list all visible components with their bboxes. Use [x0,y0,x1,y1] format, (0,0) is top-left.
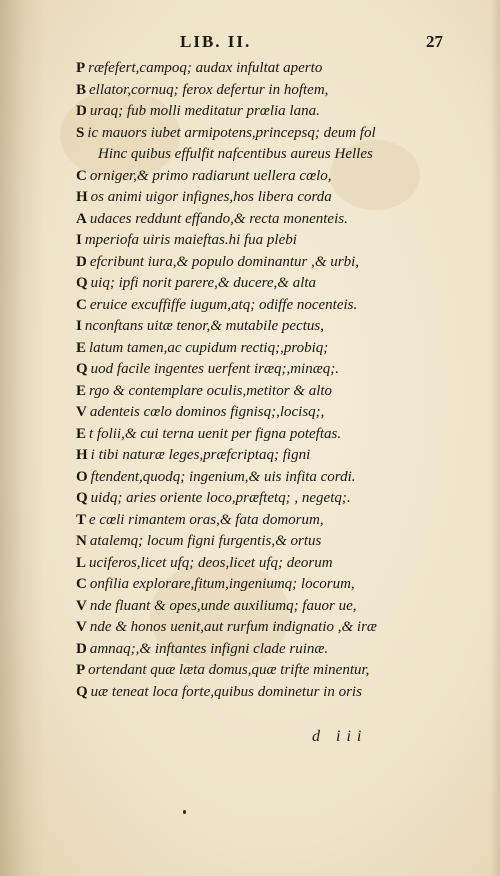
verse-text: efcribunt iura,& populo dominantur ,& urbi, [89,253,360,270]
verse-line [76,295,436,317]
verse-line [76,510,436,532]
verse-line [76,574,436,596]
initial-capital: C [76,296,87,313]
verse-text: uraq; fub molli meditatur prœlia lana. [89,103,320,119]
verse-text: rgo & contemplare oculis,metitor & alto [89,382,333,399]
gutter-shadow [0,0,44,876]
initial-capital: S [76,124,85,141]
verse-text: ic mauors iubet armipotens,princepsq; deum fol [87,124,376,141]
verse-text: orniger,& primo radiarunt uellera cœlo, [89,167,332,184]
verse-line [76,123,436,145]
verse-text: atalemq; locum figni furgentis,& ortus [89,533,322,549]
verse-line [76,617,436,639]
verse-text: ftendent,quodq; ingenium,& uis infita cordi. [90,468,356,485]
verse-line [76,359,436,381]
verse-line [76,80,436,102]
initial-capital: N [76,533,87,549]
verse-text: t folii,& cui terna uenit per figna poteftas. [89,425,342,442]
verse-text: uæ teneat loca forte,quibus dominetur in oris [90,683,362,700]
initial-capital: V [76,597,87,614]
initial-capital: C [76,576,87,592]
verse-line [76,58,436,80]
verse-line [76,553,436,575]
verse-line [76,187,436,209]
signature-mark: d iii [312,728,368,745]
initial-capital: O [76,468,88,485]
verse-text: mperiofa uiris maieftas.hi fua plebi [84,232,297,248]
page-header [0,32,500,52]
verse-text: eruice excuffiffe iugum,atq; odiffe nocenteis. [89,296,358,313]
verse-text: udaces reddunt effando,& recta monenteis. [89,210,348,227]
verse-line [76,273,436,295]
initial-capital: B [76,81,87,98]
verse-text: ræfefert,campoq; audax infultat aperto [88,60,323,76]
verse-text: uod facile ingentes uerfent iræq;,minæq;. [90,361,339,377]
running-head: LIB. II. [180,32,252,51]
initial-capital: D [76,640,87,657]
verse-text: uiq; ipfi norit parere,& ducere,& alta [90,275,317,291]
initial-capital: E [76,382,87,399]
initial-capital: I [76,318,82,334]
verse-line [76,682,436,704]
initial-capital: C [76,167,87,184]
initial-capital: I [76,232,82,248]
initial-capital: E [76,425,87,442]
page-number: 27 [426,32,443,51]
verse-text: nde & honos uenit,aut rurfum indignatio ,& iræ [89,619,377,635]
verse-line [76,230,436,252]
verse-line [76,424,436,446]
verse-text: nde fluant & opes,unde auxiliumq; fauor ue, [89,597,357,614]
ink-speck [183,810,186,814]
verse-text: os animi uigor infignes,hos libera corda [90,189,332,205]
initial-capital: Q [76,275,88,291]
verse-line [76,445,436,467]
initial-capital: E [76,339,87,356]
verse-line [76,166,436,188]
page-edge-shadow [490,0,500,876]
verse-text: uidq; aries oriente loco,præftetq; , negetq;. [90,490,351,506]
verse-text: amnaq;,& inftantes infigni clade ruinæ. [89,640,329,657]
verse-line [76,316,436,338]
verse-line [76,381,436,403]
verse-text: ortendant quæ læta domus,quæ trifte minentur, [88,662,370,678]
verse-line [76,144,436,166]
initial-capital: H [76,189,88,205]
initial-capital: P [76,662,86,678]
initial-capital: D [76,253,87,270]
verse-line [76,101,436,123]
initial-capital: L [76,554,87,571]
initial-capital: Q [76,361,88,377]
verse-text: adenteis cœlo dominos fignisq;,locisq;, [89,404,325,420]
verse-text: i tibi naturæ leges,præfcriptaq; figni [90,447,311,463]
verse-text: e cœli rimantem oras,& fata domorum, [89,511,324,528]
verse-text: Hinc quibus effulfit nafcentibus aureus Helles [98,146,373,162]
initial-capital: V [76,404,87,420]
verse-line [76,488,436,510]
verse-line [76,467,436,489]
initial-capital: A [76,210,87,227]
initial-capital: V [76,619,87,635]
verse-text: latum tamen,ac cupidum rectiq;,probiq; [89,339,329,356]
verse-block [76,58,436,703]
verse-text: ellator,cornuq; ferox defertur in hoftem, [89,81,329,98]
verse-line [76,402,436,424]
verse-text: nconftans uitæ tenor,& mutabile pectus, [84,318,324,334]
verse-text: onfilia explorare,fitum,ingeniumq; locorum, [89,576,355,592]
verse-line [76,596,436,618]
initial-capital: Q [76,683,88,700]
initial-capital: Q [76,490,88,506]
verse-text: uciferos,licet ufq; deos,licet ufq; deorum [89,554,333,571]
verse-line [76,660,436,682]
initial-capital: H [76,447,88,463]
verse-line [76,252,436,274]
verse-line [76,531,436,553]
initial-capital: P [76,60,86,76]
initial-capital: T [76,511,87,528]
verse-line [76,639,436,661]
verse-line [76,338,436,360]
initial-capital: D [76,103,87,119]
verse-line [76,209,436,231]
